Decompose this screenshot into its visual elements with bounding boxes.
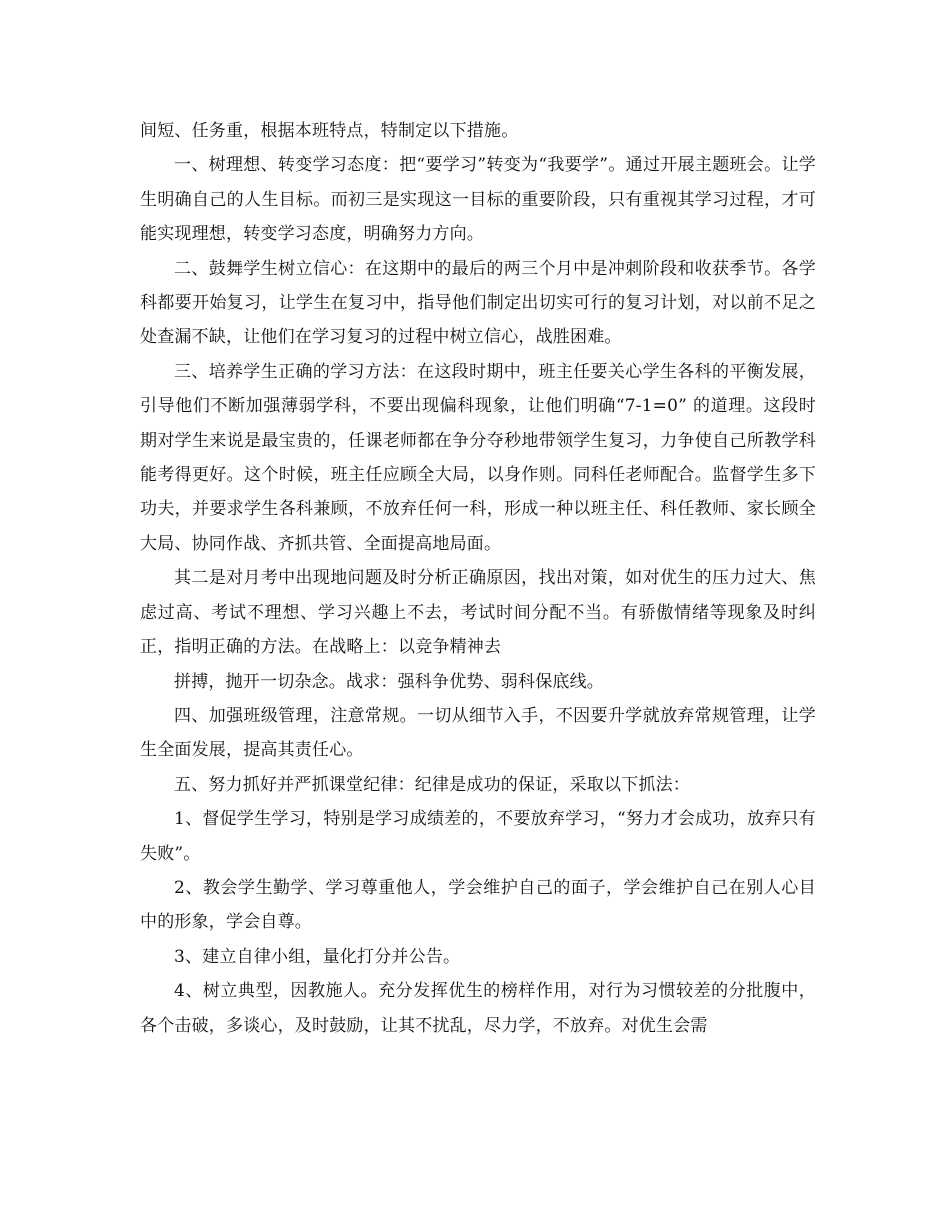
paragraph: 3、建立自律小组，量化打分并公告。 xyxy=(174,946,461,967)
paragraph: 五、努力抓好并严抓课堂纪律：纪律是成功的保证，采取以下抓法： xyxy=(174,774,690,795)
paragraph: 间短、任务重，根据本班特点，特制定以下措施。 xyxy=(140,121,519,141)
paragraph: 2、教会学生勤学、学习尊重他人，学会维护自己的面子，学会维护自己在别人心目中的形象，学会自尊。 xyxy=(140,877,816,933)
document-body xyxy=(140,114,816,1043)
paragraph: 其二是对月考中出现地问题及时分析正确原因，找出对策，如对优生的压力过大、焦虑过高、考试不理想、学习兴趣上不去，考试时间分配不当。有骄傲情绪等现象及时纠正，指明正确的方法。在战略上：以竞争精神去 xyxy=(140,568,816,658)
paragraph: 一、树理想、转变学习态度：把“要学习”转变为“我要学”。通过开展主题班会。让学生明确自己的人生目标。而初三是实现这一目标的重要阶段，只有重视其学习过程，才可能实现理想，转变学习态度，明确努力方向。 xyxy=(140,155,816,245)
paragraph: 1、督促学生学习，特别是学习成绩差的，不要放弃学习，“努力才会成功，放弃只有失败”。 xyxy=(140,809,816,864)
paragraph: 三、培养学生正确的学习方法：在这段时期中，班主任要关心学生各科的平衡发展，引导他们不断加强薄弱学科，不要出现偏科现象，让他们明确“7-1=0” 的道理。这段时期对学生来说是最宝贵的，任课老师都在争分夺秒地带领学生复习，力争使自己所教学科能考得更好。这个时候，班主任应顾全大局，以身作则。同科任老师配合。监督学生多下功夫，并要求学生各科兼顾，不放弃任何一科，形成一种以班主任、科任教师、家长顾全大局、协同作战、齐抓共管、全面提高地局面。 xyxy=(140,361,816,554)
paragraph: 4、树立典型，因教施人。充分发挥优生的榜样作用，对行为习惯较差的分批腹中，各个击破，多谈心，及时鼓励，让其不扰乱，尽力学，不放弃。对优生会需 xyxy=(140,981,816,1036)
paragraph: 四、加强班级管理，注意常规。一切从细节入手，不因要升学就放弃常规管理，让学生全面发展，提高其责任心。 xyxy=(140,705,816,761)
paragraph: 拼搏，抛开一切杂念。战求：强科争优势、弱科保底线。 xyxy=(174,671,604,692)
paragraph: 二、鼓舞学生树立信心：在这期中的最后的两三个月中是冲刺阶段和收获季节。各学科都要开始复习，让学生在复习中，指导他们制定出切实可行的复习计划，对以前不足之处查漏不缺，让他们在学习复习的过程中树立信心，战胜困难。 xyxy=(140,258,816,348)
